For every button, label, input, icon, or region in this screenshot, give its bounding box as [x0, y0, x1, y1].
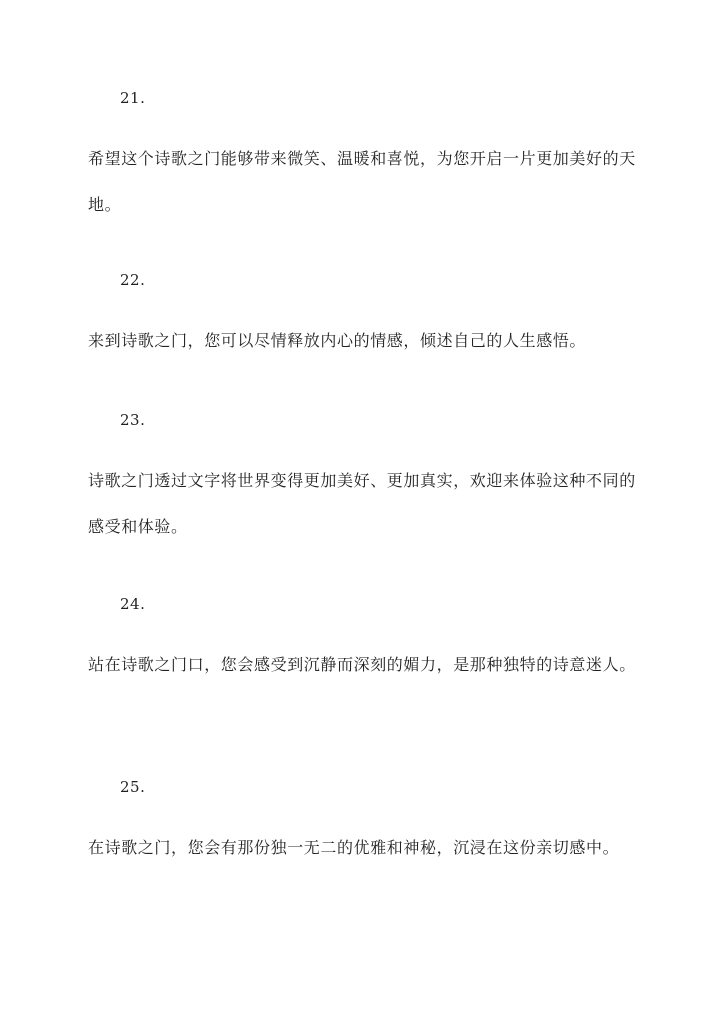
entry-number: 24. [120, 595, 146, 613]
entry-number: 23. [120, 411, 146, 429]
entry-text: 诗歌之门透过文字将世界变得更加美好、更加真实，欢迎来体验这种不同的感受和体验。 [88, 471, 636, 536]
entry-22 [88, 270, 648, 364]
entry-21 [88, 88, 648, 228]
entry-24 [88, 594, 648, 688]
entry-23 [88, 410, 648, 550]
entry-text: 在诗歌之门，您会有那份独一无二的优雅和神秘，沉浸在这份亲切感中。 [88, 838, 620, 857]
entry-25 [88, 777, 648, 871]
entry-number: 25. [120, 778, 146, 796]
entry-text: 来到诗歌之门，您可以尽情释放内心的情感，倾述自己的人生感悟。 [88, 331, 587, 350]
entry-number: 21. [120, 89, 146, 107]
entry-text: 希望这个诗歌之门能够带来微笑、温暖和喜悦，为您开启一片更加美好的天地。 [88, 149, 636, 214]
entry-text: 站在诗歌之门口，您会感受到沉静而深刻的媚力，是那种独特的诗意迷人。 [88, 655, 636, 674]
entry-number: 22. [120, 271, 146, 289]
